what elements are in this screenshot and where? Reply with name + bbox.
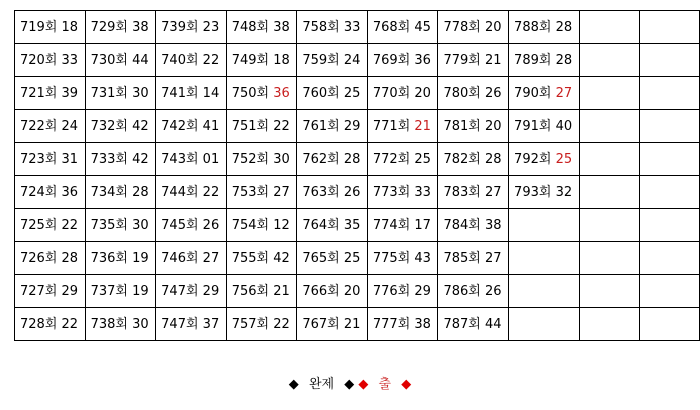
result-cell xyxy=(509,77,580,110)
result-cell xyxy=(297,242,368,275)
table-row xyxy=(15,308,700,341)
result-number: 26 xyxy=(343,184,361,200)
round-label: 782회 xyxy=(443,151,481,167)
result-number: 24 xyxy=(61,118,79,134)
round-label: 742회 xyxy=(161,118,199,134)
empty-cell xyxy=(579,242,639,275)
result-cell xyxy=(297,176,368,209)
black-diamond-icon: ◆ xyxy=(344,377,355,392)
result-number: 19 xyxy=(132,283,149,299)
result-cell xyxy=(156,308,227,341)
result-number: 31 xyxy=(61,151,79,167)
result-cell xyxy=(367,143,438,176)
table-row xyxy=(15,176,700,209)
round-label: 741회 xyxy=(161,85,199,101)
round-label: 747회 xyxy=(161,283,199,299)
round-label: 721회 xyxy=(20,85,58,101)
result-cell xyxy=(367,77,438,110)
round-label: 791회 xyxy=(514,118,552,134)
result-number: 29 xyxy=(202,283,220,299)
result-number: 22 xyxy=(202,184,220,200)
result-number: 28 xyxy=(343,151,361,167)
round-label: 744회 xyxy=(161,184,199,200)
result-number: 35 xyxy=(343,217,361,233)
result-cell xyxy=(226,242,297,275)
empty-cell xyxy=(639,308,699,341)
result-number: 22 xyxy=(202,52,220,68)
empty-cell xyxy=(639,143,699,176)
result-number: 28 xyxy=(61,250,79,266)
round-label: 729회 xyxy=(90,19,128,35)
result-cell xyxy=(509,44,580,77)
table-row xyxy=(15,77,700,110)
result-number: 33 xyxy=(61,52,79,68)
round-label: 756회 xyxy=(231,283,270,299)
empty-cell xyxy=(639,77,699,110)
draw-results-body xyxy=(15,11,700,341)
result-cell xyxy=(226,308,297,341)
result-number: 21 xyxy=(484,52,502,68)
result-cell xyxy=(15,242,86,275)
result-number: 33 xyxy=(414,184,431,200)
round-label: 748회 xyxy=(231,19,270,35)
result-number: 42 xyxy=(273,250,290,266)
result-cell xyxy=(85,44,156,77)
result-number: 39 xyxy=(61,85,79,101)
empty-cell xyxy=(579,77,639,110)
result-cell xyxy=(438,176,509,209)
result-number: 45 xyxy=(414,19,431,35)
result-number: 32 xyxy=(555,184,573,200)
result-cell xyxy=(85,176,156,209)
result-cell xyxy=(509,11,580,44)
result-number: 38 xyxy=(484,217,502,233)
result-cell xyxy=(226,44,297,77)
result-number: 42 xyxy=(132,118,149,134)
result-number: 29 xyxy=(414,283,431,299)
result-cell xyxy=(297,44,368,77)
result-cell xyxy=(85,209,156,242)
round-label: 739회 xyxy=(161,19,199,35)
empty-cell xyxy=(639,275,699,308)
round-label: 784회 xyxy=(443,217,481,233)
result-cell xyxy=(156,176,227,209)
result-cell xyxy=(226,110,297,143)
result-cell xyxy=(438,275,509,308)
result-number: 22 xyxy=(61,316,79,332)
round-label: 790회 xyxy=(514,85,552,101)
table-row xyxy=(15,275,700,308)
result-cell xyxy=(509,143,580,176)
result-number: 20 xyxy=(484,118,502,134)
black-diamond-icon: ◆ xyxy=(288,377,299,392)
empty-cell xyxy=(579,308,639,341)
round-label: 740회 xyxy=(161,52,199,68)
result-number: 17 xyxy=(414,217,431,233)
round-label: 749회 xyxy=(231,52,270,68)
round-label: 734회 xyxy=(90,184,128,200)
round-label: 730회 xyxy=(90,52,128,68)
result-cell xyxy=(15,275,86,308)
table-row xyxy=(15,44,700,77)
result-number: 44 xyxy=(484,316,502,332)
round-label: 751회 xyxy=(231,118,270,134)
result-cell xyxy=(438,11,509,44)
empty-cell xyxy=(579,143,639,176)
round-label: 766회 xyxy=(302,283,340,299)
round-label: 725회 xyxy=(20,217,58,233)
empty-cell xyxy=(639,176,699,209)
result-number: 14 xyxy=(202,85,220,101)
round-label: 767회 xyxy=(302,316,340,332)
result-number: 27 xyxy=(484,250,502,266)
result-number: 24 xyxy=(343,52,361,68)
result-cell xyxy=(226,77,297,110)
result-number: 18 xyxy=(273,52,290,68)
round-label: 723회 xyxy=(20,151,58,167)
result-cell xyxy=(85,11,156,44)
result-number: 27 xyxy=(273,184,290,200)
result-cell xyxy=(367,242,438,275)
result-cell xyxy=(226,11,297,44)
table-row xyxy=(15,242,700,275)
round-label: 735회 xyxy=(90,217,128,233)
result-cell xyxy=(509,110,580,143)
result-number: 21 xyxy=(414,118,431,134)
result-cell xyxy=(297,143,368,176)
round-label: 779회 xyxy=(443,52,481,68)
legend-out-label: 출 xyxy=(378,377,392,392)
round-label: 719회 xyxy=(20,19,58,35)
result-number: 27 xyxy=(555,85,573,101)
result-number: 18 xyxy=(61,19,79,35)
result-number: 22 xyxy=(273,316,290,332)
round-label: 773회 xyxy=(372,184,411,200)
empty-cell xyxy=(639,242,699,275)
round-label: 737회 xyxy=(90,283,128,299)
result-number: 22 xyxy=(273,118,290,134)
empty-cell xyxy=(639,110,699,143)
draw-results-table xyxy=(14,10,700,341)
round-label: 778회 xyxy=(443,19,481,35)
result-cell xyxy=(367,275,438,308)
round-label: 731회 xyxy=(90,85,128,101)
result-number: 36 xyxy=(273,85,290,101)
result-number: 26 xyxy=(202,217,220,233)
result-cell xyxy=(297,275,368,308)
result-number: 42 xyxy=(132,151,149,167)
result-number: 28 xyxy=(484,151,502,167)
result-cell xyxy=(438,77,509,110)
round-label: 743회 xyxy=(161,151,199,167)
result-number: 27 xyxy=(202,250,220,266)
round-label: 783회 xyxy=(443,184,481,200)
empty-cell xyxy=(639,44,699,77)
result-number: 28 xyxy=(555,19,573,35)
empty-cell xyxy=(579,11,639,44)
result-cell xyxy=(438,308,509,341)
empty-cell xyxy=(639,209,699,242)
round-label: 771회 xyxy=(372,118,411,134)
result-cell xyxy=(15,143,86,176)
table-row xyxy=(15,110,700,143)
result-cell xyxy=(297,11,368,44)
round-label: 733회 xyxy=(90,151,128,167)
table-row xyxy=(15,209,700,242)
result-number: 28 xyxy=(555,52,573,68)
result-cell xyxy=(438,242,509,275)
empty-cell xyxy=(579,275,639,308)
result-cell xyxy=(367,176,438,209)
result-cell xyxy=(156,11,227,44)
round-label: 750회 xyxy=(231,85,270,101)
result-cell xyxy=(15,209,86,242)
result-cell xyxy=(297,209,368,242)
result-cell xyxy=(15,176,86,209)
round-label: 728회 xyxy=(20,316,58,332)
result-number: 44 xyxy=(132,52,149,68)
result-cell xyxy=(85,308,156,341)
round-label: 775회 xyxy=(372,250,411,266)
round-label: 765회 xyxy=(302,250,340,266)
round-label: 780회 xyxy=(443,85,481,101)
result-number: 30 xyxy=(132,85,149,101)
round-label: 755회 xyxy=(231,250,270,266)
round-label: 747회 xyxy=(161,316,199,332)
round-label: 786회 xyxy=(443,283,481,299)
table-row xyxy=(15,143,700,176)
empty-cell xyxy=(579,44,639,77)
result-cell xyxy=(226,209,297,242)
round-label: 761회 xyxy=(302,118,340,134)
round-label: 760회 xyxy=(302,85,340,101)
result-cell xyxy=(156,275,227,308)
result-cell xyxy=(156,44,227,77)
result-number: 26 xyxy=(484,85,502,101)
round-label: 787회 xyxy=(443,316,481,332)
round-label: 776회 xyxy=(372,283,411,299)
result-number: 26 xyxy=(484,283,502,299)
round-label: 785회 xyxy=(443,250,481,266)
result-number: 38 xyxy=(132,19,149,35)
result-cell xyxy=(367,308,438,341)
result-cell xyxy=(438,143,509,176)
empty-cell xyxy=(509,308,580,341)
round-label: 772회 xyxy=(372,151,411,167)
round-label: 764회 xyxy=(302,217,340,233)
round-label: 759회 xyxy=(302,52,340,68)
round-label: 746회 xyxy=(161,250,199,266)
empty-cell xyxy=(579,176,639,209)
result-number: 30 xyxy=(273,151,290,167)
result-number: 29 xyxy=(343,118,361,134)
result-cell xyxy=(367,11,438,44)
round-label: 793회 xyxy=(514,184,552,200)
round-label: 758회 xyxy=(302,19,340,35)
round-label: 753회 xyxy=(231,184,270,200)
round-label: 726회 xyxy=(20,250,58,266)
result-cell xyxy=(226,176,297,209)
result-cell xyxy=(85,77,156,110)
result-cell xyxy=(85,143,156,176)
result-number: 40 xyxy=(555,118,573,134)
round-label: 736회 xyxy=(90,250,128,266)
result-cell xyxy=(85,275,156,308)
result-cell xyxy=(15,110,86,143)
result-cell xyxy=(15,77,86,110)
result-number: 36 xyxy=(414,52,431,68)
result-number: 28 xyxy=(132,184,149,200)
result-number: 38 xyxy=(273,19,290,35)
result-number: 27 xyxy=(484,184,502,200)
result-number: 25 xyxy=(343,250,361,266)
round-label: 727회 xyxy=(20,283,58,299)
legend-complete-label: 완제 xyxy=(308,377,335,392)
round-label: 720회 xyxy=(20,52,58,68)
result-number: 25 xyxy=(343,85,361,101)
result-number: 30 xyxy=(132,217,149,233)
result-cell xyxy=(297,77,368,110)
result-cell xyxy=(15,308,86,341)
result-number: 20 xyxy=(343,283,361,299)
result-cell xyxy=(297,110,368,143)
legend xyxy=(0,373,700,392)
result-cell xyxy=(156,110,227,143)
result-number: 29 xyxy=(61,283,79,299)
red-diamond-icon: ◆ xyxy=(358,377,369,392)
result-cell xyxy=(297,308,368,341)
empty-cell xyxy=(579,110,639,143)
round-label: 722회 xyxy=(20,118,58,134)
round-label: 774회 xyxy=(372,217,411,233)
result-number: 25 xyxy=(414,151,431,167)
result-cell xyxy=(226,143,297,176)
round-label: 781회 xyxy=(443,118,481,134)
result-cell xyxy=(85,110,156,143)
empty-cell xyxy=(509,242,580,275)
result-number: 37 xyxy=(202,316,220,332)
result-number: 12 xyxy=(273,217,290,233)
result-cell xyxy=(15,11,86,44)
round-label: 788회 xyxy=(514,19,552,35)
result-number: 38 xyxy=(414,316,431,332)
result-cell xyxy=(156,77,227,110)
result-number: 20 xyxy=(484,19,502,35)
round-label: 738회 xyxy=(90,316,128,332)
round-label: 732회 xyxy=(90,118,128,134)
result-cell xyxy=(156,242,227,275)
result-number: 22 xyxy=(61,217,79,233)
round-label: 769회 xyxy=(372,52,411,68)
round-label: 763회 xyxy=(302,184,340,200)
round-label: 752회 xyxy=(231,151,270,167)
table-row xyxy=(15,11,700,44)
result-number: 21 xyxy=(343,316,361,332)
round-label: 792회 xyxy=(514,151,552,167)
result-cell xyxy=(367,44,438,77)
result-cell xyxy=(156,143,227,176)
result-cell xyxy=(15,44,86,77)
result-number: 19 xyxy=(132,250,149,266)
result-number: 01 xyxy=(202,151,220,167)
result-cell xyxy=(156,209,227,242)
round-label: 754회 xyxy=(231,217,270,233)
result-number: 30 xyxy=(132,316,149,332)
result-cell xyxy=(438,44,509,77)
result-cell xyxy=(438,110,509,143)
result-number: 36 xyxy=(61,184,79,200)
result-number: 43 xyxy=(414,250,431,266)
result-number: 41 xyxy=(202,118,220,134)
result-number: 21 xyxy=(273,283,290,299)
result-cell xyxy=(438,209,509,242)
result-cell xyxy=(226,275,297,308)
result-number: 33 xyxy=(343,19,361,35)
result-cell xyxy=(367,209,438,242)
empty-cell xyxy=(639,11,699,44)
result-number: 20 xyxy=(414,85,431,101)
empty-cell xyxy=(509,275,580,308)
result-cell xyxy=(85,242,156,275)
result-cell xyxy=(509,176,580,209)
round-label: 789회 xyxy=(514,52,552,68)
round-label: 724회 xyxy=(20,184,58,200)
empty-cell xyxy=(509,209,580,242)
round-label: 768회 xyxy=(372,19,411,35)
red-diamond-icon: ◆ xyxy=(401,377,412,392)
round-label: 745회 xyxy=(161,217,199,233)
result-number: 23 xyxy=(202,19,220,35)
empty-cell xyxy=(579,209,639,242)
round-label: 777회 xyxy=(372,316,411,332)
round-label: 762회 xyxy=(302,151,340,167)
round-label: 770회 xyxy=(372,85,411,101)
round-label: 757회 xyxy=(231,316,270,332)
result-cell xyxy=(367,110,438,143)
result-number: 25 xyxy=(555,151,573,167)
